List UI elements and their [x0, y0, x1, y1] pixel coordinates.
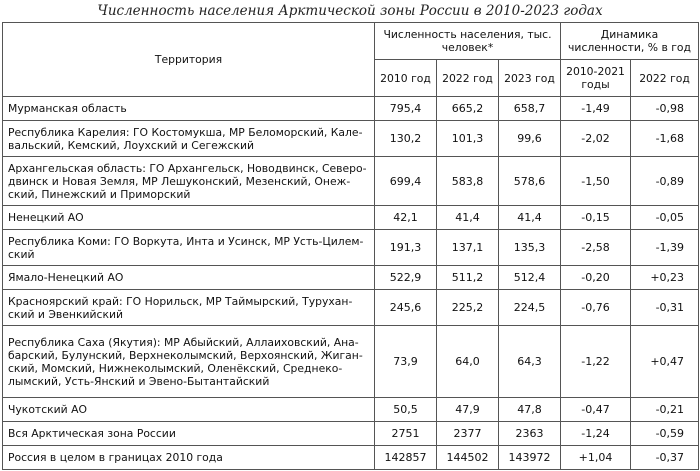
header-territory: Территория: [3, 23, 375, 97]
value-2010: 245,6: [375, 290, 437, 326]
value-2022: 2377: [437, 422, 499, 446]
territory-cell: Вся Арктическая зона России: [3, 422, 375, 446]
dynamics-2010-2021: -1,50: [561, 157, 631, 206]
dynamics-2022: +0,23: [631, 266, 699, 290]
table-row: [3, 422, 699, 446]
value-2023: 512,4: [499, 266, 561, 290]
territory-cell: Архангельская область: ГО Архангельск, Новодвинск, Северо-двинск и Новая Земля, МР Лешуконский, Мезенский, Онеж-ский, Пинежский и Приморский: [3, 157, 375, 206]
dynamics-2022: -0,05: [631, 206, 699, 230]
value-2010: 130,2: [375, 121, 437, 157]
territory-cell: Республика Карелия: ГО Костомукша, МР Беломорский, Кале-вальский, Кемский, Лоухский и Сегежский: [3, 121, 375, 157]
dynamics-2022: +0,47: [631, 326, 699, 398]
dynamics-2010-2021: -2,02: [561, 121, 631, 157]
value-2010: 42,1: [375, 206, 437, 230]
table-title: Численность населения Арктической зоны России в 2010-2023 годах: [97, 3, 603, 19]
table-row: [3, 97, 699, 121]
territory-cell: Республика Саха (Якутия): МР Абыйский, Аллаиховский, Ана-барский, Булунский, Верхнеколымский, Верхоянский, Жиган-ский, Момский, Нижнеколымский, Оленёкский, Среднеко-лымский, Усть-Янский и Эвено-Бытантайский: [3, 326, 375, 398]
value-2022: 665,2: [437, 97, 499, 121]
value-2022: 101,3: [437, 121, 499, 157]
table-row: [3, 326, 699, 398]
value-2023: 658,7: [499, 97, 561, 121]
value-2023: 578,6: [499, 157, 561, 206]
dynamics-2010-2021: -1,24: [561, 422, 631, 446]
territory-cell: Ненецкий АО: [3, 206, 375, 230]
value-2022: 41,4: [437, 206, 499, 230]
dynamics-2010-2021: +1,04: [561, 446, 631, 470]
value-2010: 142857: [375, 446, 437, 470]
value-2010: 50,5: [375, 398, 437, 422]
value-2023: 47,8: [499, 398, 561, 422]
value-2010: 191,3: [375, 230, 437, 266]
table-row: [3, 121, 699, 157]
value-2023: 224,5: [499, 290, 561, 326]
header-year-2022: 2022 год: [437, 60, 499, 97]
dynamics-2022: -0,37: [631, 446, 699, 470]
dynamics-2010-2021: -1,22: [561, 326, 631, 398]
value-2022: 225,2: [437, 290, 499, 326]
dynamics-2010-2021: -1,49: [561, 97, 631, 121]
value-2022: 583,8: [437, 157, 499, 206]
territory-cell: Чукотский АО: [3, 398, 375, 422]
dynamics-2022: -0,59: [631, 422, 699, 446]
table-row: [3, 446, 699, 470]
value-2022: 144502: [437, 446, 499, 470]
population-table: [2, 22, 699, 470]
header-dyn-2010-2021: 2010-2021 годы: [561, 60, 631, 97]
value-2023: 64,3: [499, 326, 561, 398]
value-2022: 137,1: [437, 230, 499, 266]
dynamics-2022: -1,68: [631, 121, 699, 157]
value-2010: 699,4: [375, 157, 437, 206]
value-2023: 41,4: [499, 206, 561, 230]
dynamics-2010-2021: -0,15: [561, 206, 631, 230]
dynamics-2022: -0,98: [631, 97, 699, 121]
territory-cell: Мурманская область: [3, 97, 375, 121]
dynamics-2010-2021: -0,47: [561, 398, 631, 422]
table-row: [3, 206, 699, 230]
value-2022: 64,0: [437, 326, 499, 398]
value-2023: 143972: [499, 446, 561, 470]
header-year-2010: 2010 год: [375, 60, 437, 97]
dynamics-2010-2021: -0,20: [561, 266, 631, 290]
header-dynamics: Динамика численности, % в год: [561, 23, 699, 60]
table-row: [3, 398, 699, 422]
value-2010: 2751: [375, 422, 437, 446]
header-year-2023: 2023 год: [499, 60, 561, 97]
value-2023: 135,3: [499, 230, 561, 266]
header-population: Численность населения, тыс. человек*: [375, 23, 561, 60]
value-2010: 73,9: [375, 326, 437, 398]
value-2010: 795,4: [375, 97, 437, 121]
dynamics-2010-2021: -0,76: [561, 290, 631, 326]
dynamics-2010-2021: -2,58: [561, 230, 631, 266]
value-2010: 522,9: [375, 266, 437, 290]
dynamics-2022: -0,21: [631, 398, 699, 422]
value-2023: 99,6: [499, 121, 561, 157]
value-2022: 511,2: [437, 266, 499, 290]
territory-cell: Ямало-Ненецкий АО: [3, 266, 375, 290]
table-row: [3, 230, 699, 266]
value-2022: 47,9: [437, 398, 499, 422]
header-dyn-2022: 2022 год: [631, 60, 699, 97]
table-row: [3, 157, 699, 206]
value-2023: 2363: [499, 422, 561, 446]
territory-cell: Республика Коми: ГО Воркута, Инта и Усинск, МР Усть-Цилем-ский: [3, 230, 375, 266]
territory-cell: Россия в целом в границах 2010 года: [3, 446, 375, 470]
dynamics-2022: -0,89: [631, 157, 699, 206]
dynamics-2022: -0,31: [631, 290, 699, 326]
territory-cell: Красноярский край: ГО Норильск, МР Таймырский, Турухан-ский и Эвенкийский: [3, 290, 375, 326]
table-row: [3, 266, 699, 290]
table-row: [3, 290, 699, 326]
dynamics-2022: -1,39: [631, 230, 699, 266]
